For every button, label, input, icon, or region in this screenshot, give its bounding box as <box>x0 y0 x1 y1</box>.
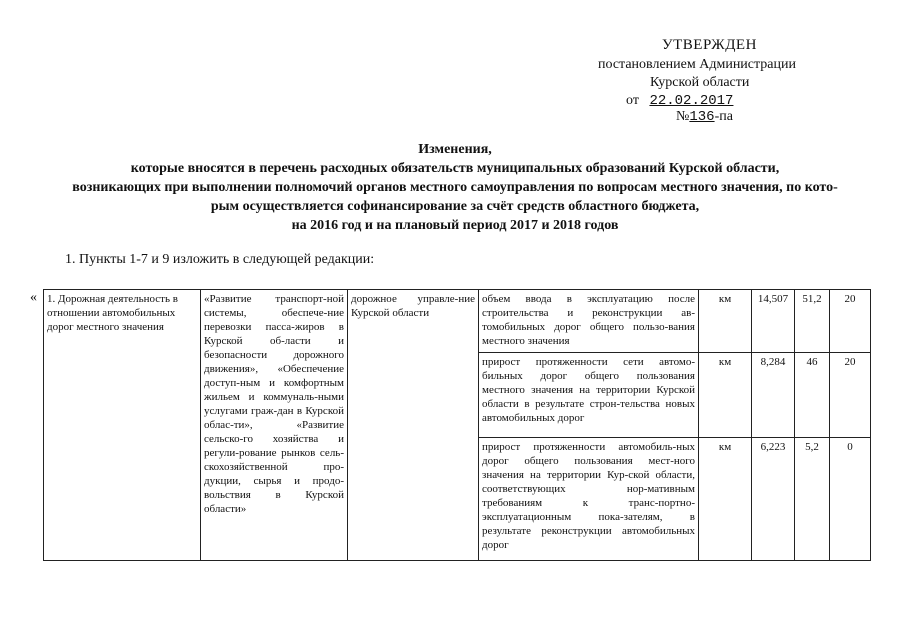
date-prefix: от <box>626 93 639 108</box>
point-text: 1. Пункты 1-7 и 9 изложить в следующей редакции: <box>65 252 375 267</box>
indicator-cell: объем ввода в эксплуатацию после строительства и реконструкции ав-томобильных дорог общего пользо-вания местного значения <box>479 290 699 353</box>
authority-cell: дорожное управле-ние Курской области <box>348 290 479 561</box>
value-2018-cell: 0 <box>830 438 871 561</box>
approval-number-line <box>676 108 733 126</box>
value-2016-cell: 8,284 <box>752 353 795 438</box>
title-line-3: возникающих при выполнении полномочий органов местного самоуправления по вопросам местного значения, по кото- <box>72 180 838 195</box>
number-suffix: -па <box>714 109 733 124</box>
unit-cell: км <box>699 353 752 438</box>
approval-date: 22.02.2017 <box>649 93 734 109</box>
value-2016-cell: 6,223 <box>752 438 795 561</box>
obligation-cell: 1. Дорожная деятельность в отношении автомобильных дорог местного значения <box>44 290 201 561</box>
value-2017-cell: 5,2 <box>795 438 830 561</box>
value-2017-cell: 46 <box>795 353 830 438</box>
title-line-1: Изменения, <box>418 142 492 157</box>
title-line-5: на 2016 год и на плановый период 2017 и 2018 годов <box>291 218 619 233</box>
unit-cell: км <box>699 438 752 561</box>
indicator-cell: прирост протяженности автомобиль-ных дорог общего пользования мест-ного значения на территории Кур-ской области, соответствующих нор-мативным требованиям к транс-портно-эксплуатационным пока-зателям, в результате реконструкции автомобильных дорог <box>479 438 699 561</box>
approved-by-label: постановлением Администрации <box>598 57 796 72</box>
table-row <box>44 290 871 353</box>
value-2017-cell: 51,2 <box>795 290 830 353</box>
title-line-2: которые вносятся в перечень расходных обязательств муниципальных образований Курской области, <box>130 161 780 176</box>
indicator-cell: прирост протяженности сети автомо-бильных дорог общего пользования местного значения на территории Курской области в результате строн-тельства новых автомобильных дорог <box>479 353 699 438</box>
value-2018-cell: 20 <box>830 353 871 438</box>
approved-label: УТВЕРЖДЕН <box>662 37 757 53</box>
unit-cell: км <box>699 290 752 353</box>
number-prefix: № <box>676 109 690 124</box>
region-label: Курской области <box>650 75 750 90</box>
document-title <box>20 140 890 235</box>
opening-quote: « <box>30 290 37 305</box>
approval-number: 136 <box>689 109 715 125</box>
value-2016-cell: 14,507 <box>752 290 795 353</box>
value-2018-cell: 20 <box>830 290 871 353</box>
obligations-table <box>43 289 871 561</box>
title-line-4: рым осуществляется софинансирование за счёт средств областного бюджета, <box>210 199 700 214</box>
programs-cell: «Развитие транспорт-ной системы, обеспече-ние перевозки пасса-жиров в Курской об-ласти и безопасности дорожного движения», «Обеспечение доступ-ным и комфортным жильем и коммуналь-ными услугами граж-дан в Курской облас-ти», «Развитие сельско-го хозяйства и регули-рование рынков сель-скохозяйственной про-дукции, сырья и продо-вольствия в Курской области» <box>201 290 348 561</box>
